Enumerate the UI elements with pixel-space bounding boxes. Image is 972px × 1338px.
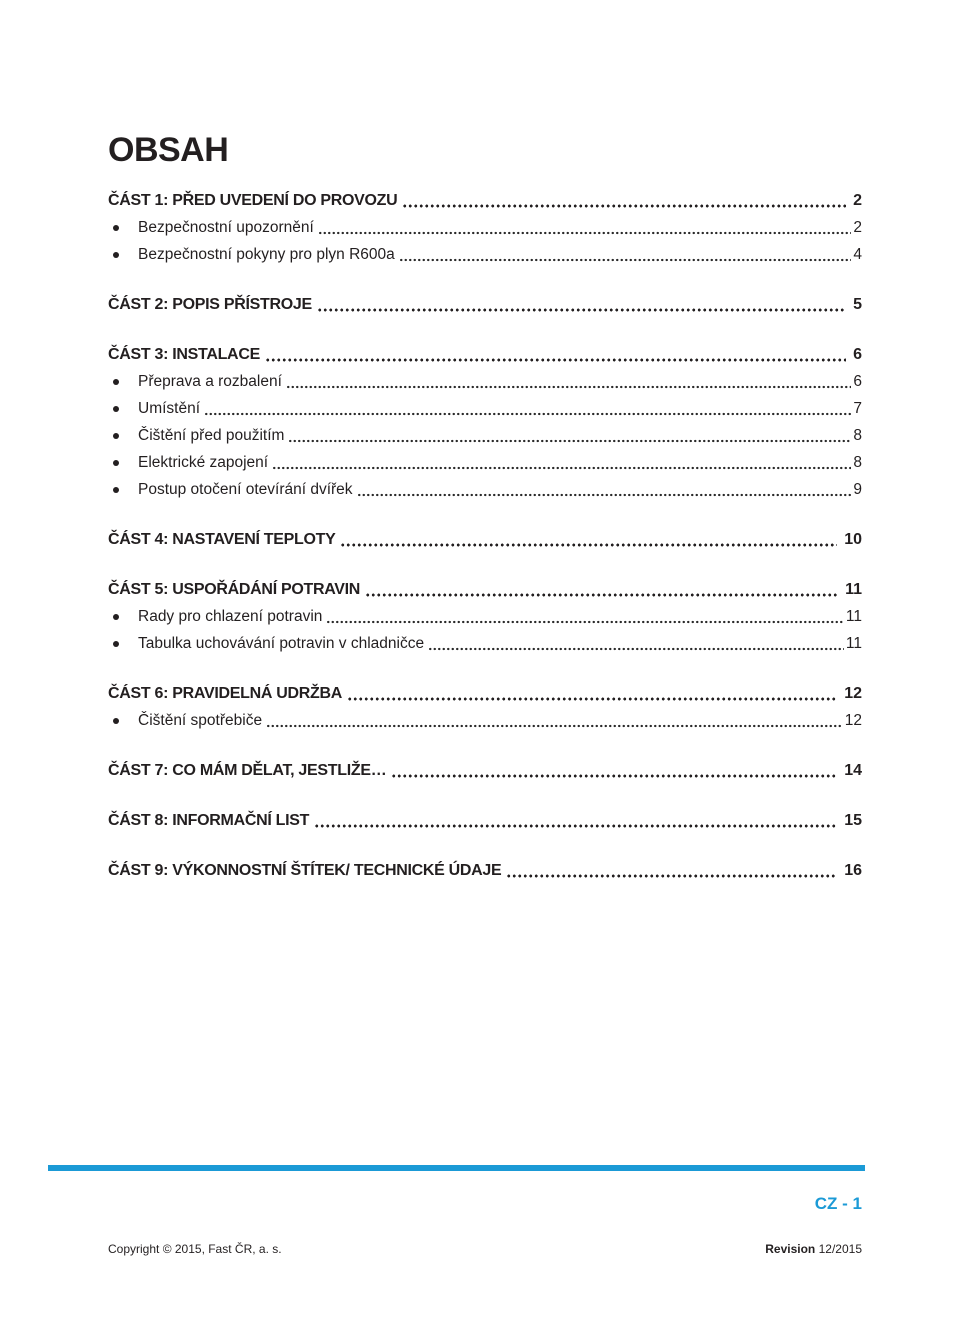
toc-item-row bbox=[108, 241, 862, 268]
revision-label: Revision bbox=[765, 1242, 816, 1256]
toc-item-label: Rady pro chlazení potravin bbox=[138, 608, 323, 625]
toc-heading-page: 16 bbox=[844, 862, 862, 879]
bullet-icon bbox=[113, 614, 119, 620]
toc-section bbox=[108, 291, 862, 318]
toc-section bbox=[108, 526, 862, 553]
toc-heading-label: ČÁST 3: INSTALACE bbox=[108, 346, 260, 363]
toc-section bbox=[108, 680, 862, 734]
toc-section bbox=[108, 857, 862, 884]
toc-heading-row bbox=[108, 680, 862, 707]
toc-item-page: 8 bbox=[853, 427, 862, 444]
revision-value: 12/2015 bbox=[818, 1242, 862, 1256]
dot-leader bbox=[204, 395, 851, 422]
dot-leader bbox=[326, 603, 844, 630]
toc-heading-label: ČÁST 5: USPOŘÁDÁNÍ POTRAVIN bbox=[108, 581, 361, 598]
toc-item-row bbox=[108, 422, 862, 449]
dot-leader bbox=[357, 476, 852, 503]
dot-leader bbox=[402, 187, 846, 214]
toc-section bbox=[108, 757, 862, 784]
toc-item-page: 11 bbox=[845, 635, 862, 652]
toc-heading-label: ČÁST 2: POPIS PŘÍSTROJE bbox=[108, 296, 312, 313]
toc-item-page: 2 bbox=[853, 219, 862, 236]
bullet-cell bbox=[108, 241, 138, 268]
toc-heading-label: ČÁST 4: NASTAVENÍ TEPLOTY bbox=[108, 531, 336, 548]
bullet-icon bbox=[113, 487, 119, 493]
bullet-cell bbox=[108, 476, 138, 503]
dot-leader bbox=[288, 422, 851, 449]
toc-item-page: 4 bbox=[853, 246, 862, 263]
page-title: OBSAH bbox=[108, 131, 229, 169]
bullet-cell bbox=[108, 214, 138, 241]
toc-section bbox=[108, 187, 862, 268]
toc-heading-label: ČÁST 7: CO MÁM DĚLAT, JESTLIŽE… bbox=[108, 762, 387, 779]
toc-heading-row bbox=[108, 341, 862, 368]
toc-heading-page: 2 bbox=[853, 192, 862, 209]
toc-item-page: 6 bbox=[853, 373, 862, 390]
toc-item-page: 11 bbox=[845, 608, 862, 625]
toc-item-row bbox=[108, 368, 862, 395]
toc-item-label: Bezpečnostní pokyny pro plyn R600a bbox=[138, 246, 395, 263]
toc-section bbox=[108, 341, 862, 503]
bullet-cell bbox=[108, 630, 138, 657]
footer-divider bbox=[48, 1165, 865, 1171]
toc-heading-label: ČÁST 8: INFORMAČNÍ LIST bbox=[108, 812, 310, 829]
toc-item-row bbox=[108, 707, 862, 734]
toc-item-label: Postup otočení otevírání dvířek bbox=[138, 481, 353, 498]
dot-leader bbox=[286, 368, 851, 395]
bullet-cell bbox=[108, 368, 138, 395]
copyright-text: Copyright © 2015, Fast ČR, a. s. bbox=[108, 1242, 282, 1256]
dot-leader bbox=[428, 630, 844, 657]
toc-heading-row bbox=[108, 807, 862, 834]
toc-heading-page: 12 bbox=[844, 685, 862, 702]
bullet-cell bbox=[108, 422, 138, 449]
bullet-icon bbox=[113, 641, 119, 647]
toc-item-row bbox=[108, 476, 862, 503]
toc-heading-page: 14 bbox=[844, 762, 862, 779]
toc-heading-page: 11 bbox=[845, 581, 862, 598]
toc-heading-page: 6 bbox=[853, 346, 862, 363]
page-code-label: CZ - 1 bbox=[814, 1194, 862, 1213]
dot-leader bbox=[399, 241, 852, 268]
toc-item-label: Bezpečnostní upozornění bbox=[138, 219, 314, 236]
toc-heading-row bbox=[108, 526, 862, 553]
toc-item-page: 7 bbox=[853, 400, 862, 417]
toc-item-label: Tabulka uchovávání potravin v chladničce bbox=[138, 635, 425, 652]
bullet-cell bbox=[108, 603, 138, 630]
dot-leader bbox=[347, 680, 837, 707]
toc-heading-row bbox=[108, 576, 862, 603]
bullet-cell bbox=[108, 449, 138, 476]
bullet-icon bbox=[113, 225, 119, 231]
toc-heading-label: ČÁST 1: PŘED UVEDENÍ DO PROVOZU bbox=[108, 192, 398, 209]
toc-item-label: Čištění před použitím bbox=[138, 427, 285, 444]
dot-leader bbox=[317, 291, 846, 318]
bullet-icon bbox=[113, 718, 119, 724]
toc-item-label: Umístění bbox=[138, 400, 201, 417]
toc-heading-page: 10 bbox=[844, 531, 862, 548]
bullet-icon bbox=[113, 379, 119, 385]
toc-item-label: Přeprava a rozbalení bbox=[138, 373, 282, 390]
toc-item-row bbox=[108, 603, 862, 630]
revision-text bbox=[765, 1242, 862, 1256]
toc-item-page: 9 bbox=[853, 481, 862, 498]
dot-leader bbox=[506, 857, 837, 884]
bullet-icon bbox=[113, 406, 119, 412]
toc-item-row bbox=[108, 395, 862, 422]
dot-leader bbox=[266, 707, 843, 734]
dot-leader bbox=[314, 807, 837, 834]
bullet-icon bbox=[113, 252, 119, 258]
dot-leader bbox=[391, 757, 837, 784]
bullet-cell bbox=[108, 395, 138, 422]
toc-item-label: Čištění spotřebiče bbox=[138, 712, 263, 729]
toc-heading-label: ČÁST 9: VÝKONNOSTNÍ ŠTÍTEK/ TECHNICKÉ ÚDAJE bbox=[108, 862, 502, 879]
toc-item-row bbox=[108, 630, 862, 657]
dot-leader bbox=[318, 214, 852, 241]
dot-leader bbox=[272, 449, 851, 476]
toc-heading-row bbox=[108, 857, 862, 884]
dot-leader bbox=[365, 576, 838, 603]
toc-heading-page: 5 bbox=[853, 296, 862, 313]
bullet-cell bbox=[108, 707, 138, 734]
dot-leader bbox=[340, 526, 837, 553]
dot-leader bbox=[265, 341, 846, 368]
toc-item-label: Elektrické zapojení bbox=[138, 454, 269, 471]
toc-item-page: 12 bbox=[844, 712, 862, 729]
toc-heading-page: 15 bbox=[844, 812, 862, 829]
toc-heading-row bbox=[108, 757, 862, 784]
bullet-icon bbox=[113, 433, 119, 439]
toc-item-row bbox=[108, 214, 862, 241]
toc-section bbox=[108, 807, 862, 834]
toc-item-row bbox=[108, 449, 862, 476]
toc-list bbox=[108, 187, 862, 884]
toc-item-page: 8 bbox=[853, 454, 862, 471]
toc-heading-row bbox=[108, 187, 862, 214]
bullet-icon bbox=[113, 460, 119, 466]
toc-heading-row bbox=[108, 291, 862, 318]
toc-section bbox=[108, 576, 862, 657]
toc-heading-label: ČÁST 6: PRAVIDELNÁ UDRŽBA bbox=[108, 685, 342, 702]
